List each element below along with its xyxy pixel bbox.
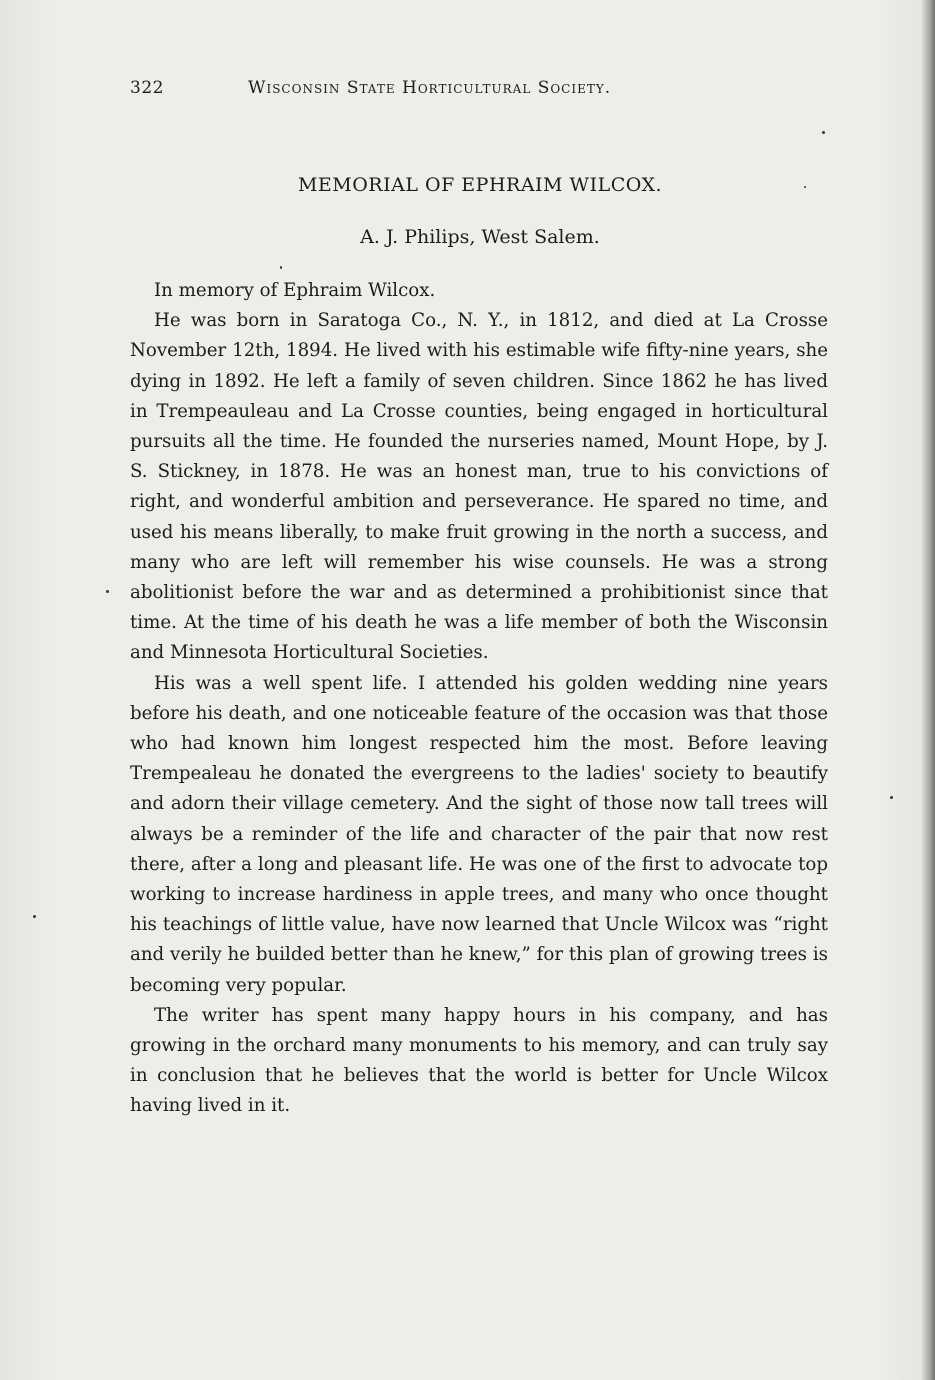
page-number: 322 bbox=[130, 78, 164, 98]
article-author: A. J. Philips, West Salem. bbox=[360, 226, 600, 248]
paragraph-1: In memory of Ephraim Wilcox. bbox=[154, 280, 436, 301]
scan-speck bbox=[280, 266, 282, 269]
paragraph-4: The writer has spent many happy hours in his company, and has growing in the orchard many monuments to his memory, and can truly say in conclusion that he believes that the world is better for Uncle Wilcox having lived in it. bbox=[130, 1004, 828, 1117]
scan-speck bbox=[106, 590, 109, 593]
page-edge-shadow bbox=[921, 0, 935, 1380]
article-title: MEMORIAL OF EPHRAIM WILCOX. bbox=[297, 174, 663, 196]
article-body bbox=[130, 276, 828, 1122]
running-head: Wisconsin State Horticultural Society. bbox=[248, 78, 612, 98]
scan-speck bbox=[822, 131, 825, 134]
paragraph-3: His was a well spent life. I attended his golden wedding nine years before his death, and one noticeable feature of the occasion was that those who had known him longest respected him the most. Before leaving Trempealeau he donated the evergreens to the ladies' society to beautify and adorn their village cemetery. And the sight of those now tall trees will always be a reminder of the life and character of the pair that now rest there, after a long and pleasant life. He was one of the first to advocate top working to increase hardiness in apple trees, and many who once thought his teachings of little value, have now learned that Uncle Wilcox was “right and verily he builded better than he knew,” for this plan of growing trees is becoming very popular. bbox=[130, 672, 828, 996]
scan-speck bbox=[890, 796, 893, 799]
page-header bbox=[130, 78, 830, 104]
paragraph-2: He was born in Saratoga Co., N. Y., in 1812, and died at La Crosse November 12th, 1894. He lived with his estimable wife fifty-nine years, she dying in 1892. He left a family of seven children. Since 1862 he has lived in Trempeauleau and La Crosse counties, being engaged in horticultural pursuits all the time. He founded the nurseries named, Mount Hope, by J. S. Stickney, in 1878. He was an honest man, true to his convictions of right, and wonderful ambition and perseverance. He spared no time, and used his means liberally, to make fruit growing in the north a success, and many who are left will remember his wise counsels. He was a strong abolitionist before the war and as determined a prohibitionist since that time. At the time of his death he was a life member of both the Wisconsin and Minnesota Horticultural Societies. bbox=[130, 310, 828, 664]
scan-speck bbox=[804, 186, 806, 188]
scan-speck bbox=[33, 915, 36, 918]
